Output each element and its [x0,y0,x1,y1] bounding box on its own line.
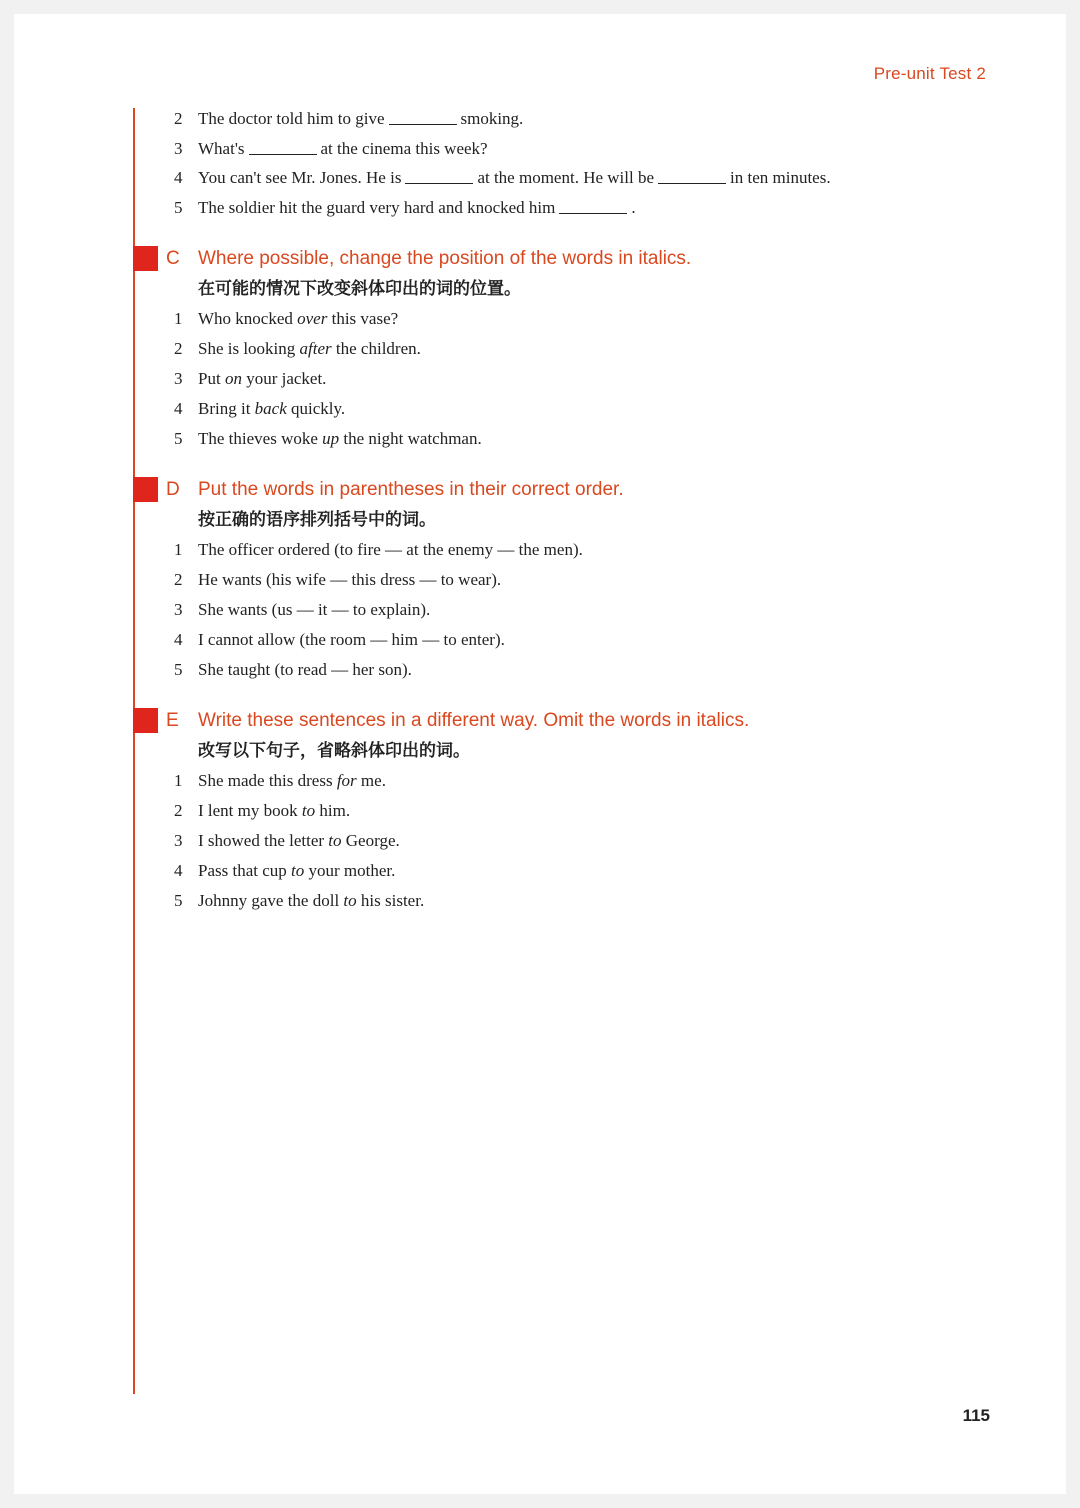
section-title: Where possible, change the position of the words in italics. [198,248,692,269]
answer-blank [249,153,317,155]
item-text: Who knocked [198,309,298,328]
item-text: She wants (us — it — to explain). [198,600,431,619]
section-title-zh: 改写以下句子，省略斜体印出的词。 [198,741,470,761]
item-number: 3 [174,369,183,388]
italic-word: back [254,399,287,418]
item-number: 2 [174,801,183,820]
item-text: You can't see Mr. Jones. He is [198,168,402,187]
italic-word: to [291,861,305,880]
item-text: quickly. [286,399,346,418]
item-text: the night watchman. [339,429,482,448]
italic-word: up [322,429,340,448]
item-text: me. [356,771,386,790]
item-number: 4 [174,630,183,649]
item-text: Put [198,369,225,388]
answer-blank [389,123,457,125]
item-number: 5 [174,198,183,217]
item-text: I lent my book [198,801,302,820]
answer-blank [559,212,627,214]
margin-rule [133,108,135,1394]
item-text: his sister. [356,891,425,910]
item-text: the children. [331,339,421,358]
italic-word: to [343,891,357,910]
item-number: 2 [174,570,183,589]
item-text: him. [315,801,351,820]
item-text: at the cinema this week? [320,139,488,158]
running-head: Pre-unit Test 2 [873,64,986,83]
item-text: The soldier hit the guard very hard and knocked him [198,198,556,217]
item-number: 1 [174,540,183,559]
section-title: Write these sentences in a different way. Omit the words in italics. [198,710,750,731]
item-text: smoking. [460,109,524,128]
item-text: I cannot allow (the room — him — to enter). [198,630,505,649]
item-text: this vase? [327,309,399,328]
section-letter: D [166,479,180,500]
section-marker [133,246,158,271]
item-text: George. [341,831,400,850]
item-number: 3 [174,600,183,619]
section-marker [133,477,158,502]
answer-blank [405,182,473,184]
italic-word: after [299,339,332,358]
item-text: She taught (to read — her son). [198,660,412,679]
item-text: your jacket. [241,369,327,388]
item-number: 4 [174,861,183,880]
item-text: . [631,198,636,217]
italic-word: to [301,801,316,820]
section-letter: E [166,710,179,731]
section-title: Put the words in parentheses in their correct order. [198,479,624,500]
italic-word: to [328,831,342,850]
item-text: What's [198,139,245,158]
item-text: Bring it [198,399,255,418]
item-number: 1 [174,309,183,328]
item-number: 5 [174,660,183,679]
item-text: The thieves woke [198,429,323,448]
item-text: The officer ordered (to fire — at the enemy — the men). [198,540,583,559]
page-number: 115 [962,1406,990,1425]
item-text: The doctor told him to give [198,109,385,128]
item-number: 3 [174,831,183,850]
item-text: He wants (his wife — this dress — to wear). [198,570,502,589]
section-title-zh: 按正确的语序排列括号中的词。 [198,510,436,530]
item-number: 2 [174,109,183,128]
item-number: 3 [174,139,183,158]
item-number: 5 [174,891,183,910]
item-text: in ten minutes. [730,168,831,187]
item-text: at the moment. He will be [477,168,655,187]
item-text: She is looking [198,339,300,358]
item-number: 5 [174,429,183,448]
item-number: 4 [174,168,183,187]
section-letter: C [166,248,180,269]
italic-word: over [297,309,328,328]
italic-word: for [336,771,357,790]
answer-blank [658,182,726,184]
section-marker [133,708,158,733]
item-number: 1 [174,771,183,790]
item-text: She made this dress [198,771,337,790]
item-text: Pass that cup [198,861,292,880]
item-number: 2 [174,339,183,358]
item-text: I showed the letter [198,831,329,850]
section-title-zh: 在可能的情况下改变斜体印出的词的位置。 [198,279,521,299]
page [14,14,1066,1494]
italic-word: on [224,369,242,388]
item-text: Johnny gave the doll [198,891,344,910]
item-text: your mother. [304,861,396,880]
item-number: 4 [174,399,183,418]
